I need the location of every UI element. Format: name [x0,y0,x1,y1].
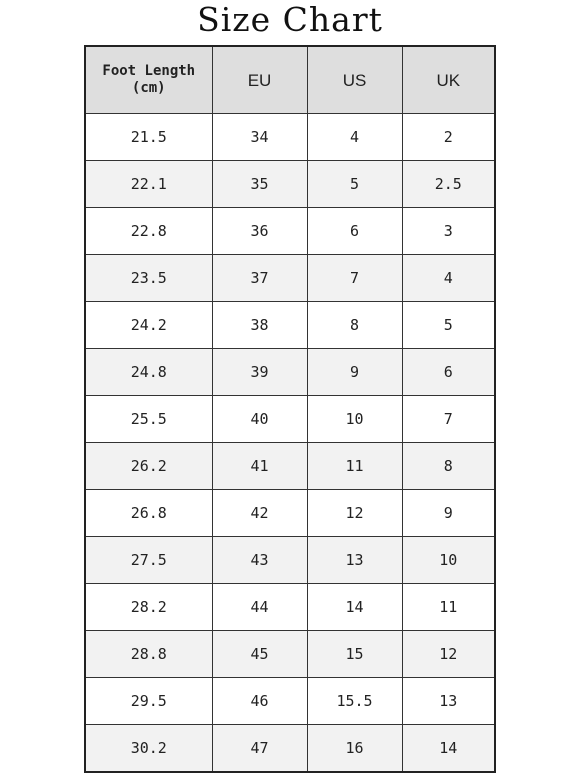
table-row [85,678,495,725]
cell-uk: 12 [402,631,495,678]
cell-foot-length: 22.8 [85,208,212,255]
cell-uk: 3 [402,208,495,255]
table-row [85,537,495,584]
cell-foot-length: 23.5 [85,255,212,302]
cell-eu: 34 [212,114,307,161]
cell-us: 12 [307,490,402,537]
cell-foot-length: 28.2 [85,584,212,631]
cell-foot-length: 24.8 [85,349,212,396]
cell-us: 16 [307,725,402,773]
cell-us: 11 [307,443,402,490]
cell-eu: 42 [212,490,307,537]
cell-us: 5 [307,161,402,208]
table-row [85,396,495,443]
header-row [85,46,495,114]
cell-uk: 14 [402,725,495,773]
cell-us: 15 [307,631,402,678]
header-foot-length: Foot Length (cm) [85,46,212,114]
cell-foot-length: 28.8 [85,631,212,678]
cell-eu: 36 [212,208,307,255]
table-row [85,208,495,255]
cell-eu: 47 [212,725,307,773]
cell-uk: 9 [402,490,495,537]
table-row [85,631,495,678]
table-row [85,114,495,161]
cell-foot-length: 29.5 [85,678,212,725]
table-row [85,161,495,208]
cell-foot-length: 26.8 [85,490,212,537]
cell-uk: 10 [402,537,495,584]
cell-foot-length: 30.2 [85,725,212,773]
cell-uk: 11 [402,584,495,631]
table-row [85,255,495,302]
cell-us: 10 [307,396,402,443]
table-row [85,302,495,349]
table-header [85,46,495,114]
cell-foot-length: 21.5 [85,114,212,161]
cell-eu: 37 [212,255,307,302]
table-row [85,490,495,537]
size-chart-table [84,45,496,773]
cell-uk: 5 [402,302,495,349]
cell-eu: 38 [212,302,307,349]
table-row [85,725,495,773]
header-uk: UK [402,46,495,114]
table-row [85,584,495,631]
cell-us: 8 [307,302,402,349]
table-row [85,349,495,396]
cell-us: 9 [307,349,402,396]
table-row [85,443,495,490]
cell-us: 13 [307,537,402,584]
cell-us: 15.5 [307,678,402,725]
cell-foot-length: 26.2 [85,443,212,490]
cell-eu: 43 [212,537,307,584]
cell-eu: 44 [212,584,307,631]
cell-foot-length: 25.5 [85,396,212,443]
cell-eu: 41 [212,443,307,490]
page-title: Size Chart [197,0,383,39]
cell-uk: 8 [402,443,495,490]
table-body [85,114,495,773]
cell-eu: 46 [212,678,307,725]
header-us: US [307,46,402,114]
cell-uk: 2 [402,114,495,161]
cell-us: 6 [307,208,402,255]
cell-foot-length: 27.5 [85,537,212,584]
cell-us: 4 [307,114,402,161]
header-eu: EU [212,46,307,114]
cell-uk: 2.5 [402,161,495,208]
cell-eu: 40 [212,396,307,443]
cell-foot-length: 24.2 [85,302,212,349]
cell-us: 14 [307,584,402,631]
cell-uk: 7 [402,396,495,443]
cell-eu: 35 [212,161,307,208]
cell-foot-length: 22.1 [85,161,212,208]
cell-uk: 4 [402,255,495,302]
cell-eu: 39 [212,349,307,396]
cell-us: 7 [307,255,402,302]
cell-uk: 13 [402,678,495,725]
cell-eu: 45 [212,631,307,678]
cell-uk: 6 [402,349,495,396]
